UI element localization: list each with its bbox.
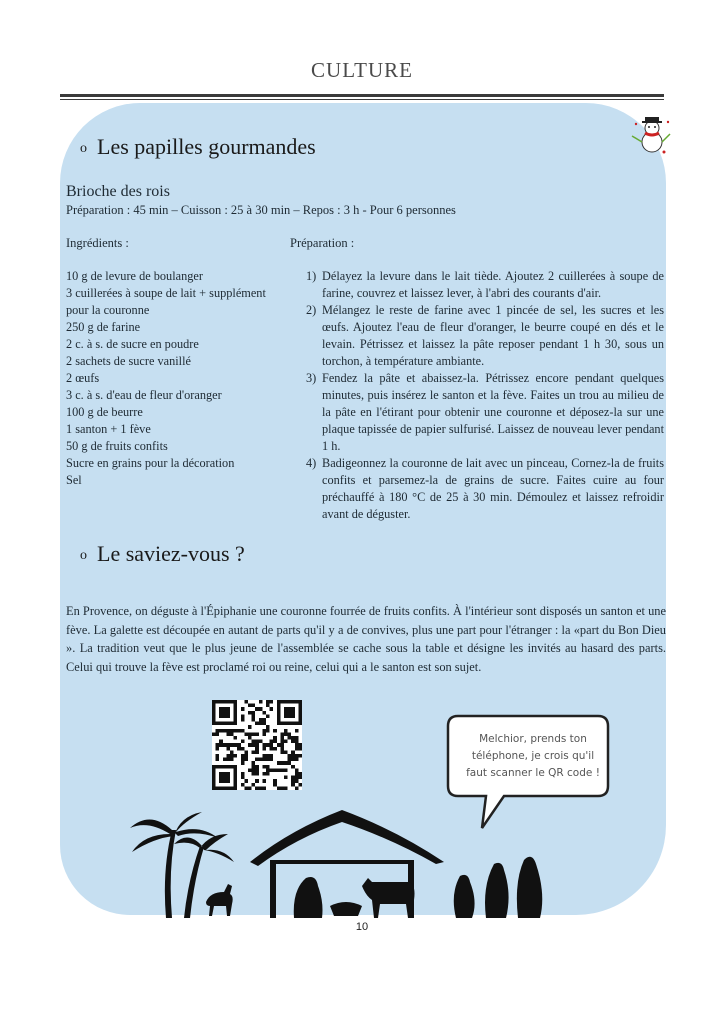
step-text: Délayez la levure dans le lait tiède. Ajoutez 2 cuillerées à soupe de farine, couvrez et laissez lever, à l'abri des courants d'air. [322, 269, 664, 300]
section-title-papilles [80, 134, 316, 160]
saviez-vous-paragraph: En Provence, on déguste à l'Épiphanie une couronne fourrée de fruits confits. À l'intérieur sont disposés un santon et une fève. La galette est découpée en autant de parts qu'il y a de convives, plus une part pour l'étranger : la «part du Bon Dieu ». La tradition veut que le plus jeune de l'assemblée se cache sous la table et désigne les invités au hasard des parts. Celui qui trouve la fève est proclamé roi ou reine, celui qui a le santon est son sujet. [66, 604, 666, 674]
step-text: Mélangez le reste de farine avec 1 pincée de sel, les sucres et les œufs. Ajoutez l'eau de fleur d'oranger, le beurre coupé en dés et le levain. Pétrissez et laissez la pâte reposer pendant 1 h 30, sous un torchon, à température ambiante. [322, 303, 664, 368]
palm-tree [184, 846, 204, 918]
ingredient-item: Sel [66, 473, 82, 487]
speech-bubble-text [458, 731, 608, 782]
ingredient-item: 10 g de levure de boulanger [66, 269, 203, 283]
ingredients-list [66, 268, 286, 489]
stable-beam [270, 860, 414, 864]
preparation-heading: Préparation : [290, 236, 355, 250]
step-number: 1) [306, 269, 317, 283]
preparation-step [306, 455, 664, 523]
step-text: Badigeonnez la couronne de lait avec un pinceau, Cornez-la de fruits confits et parsemez-la de grains de sucre. Faites cuire au four préchauffé à 180 °C de 25 à 30 min. Démoulez et laissez refroidir avant de déguster. [322, 456, 664, 521]
ingredient-item: 1 santon + 1 fève [66, 422, 151, 436]
mary [294, 877, 323, 918]
ox [362, 878, 415, 918]
ingredient-item: 2 sachets de sucre vanillé [66, 354, 191, 368]
section-title-text: Les papilles gourmandes [97, 134, 316, 159]
ingredient-item: 2 œufs [66, 371, 100, 385]
bubble-line: faut scanner le QR code ! [466, 767, 600, 779]
step-text: Fendez la pâte et abaissez-la. Pétrissez encore pendant quelques minutes, puis insérez le santon et la fève. Faites un trou au milieu de la pâte en l'étirant pour obtenir une couronne et déposez-la sur une plaque tapissée de papier sulfurisé. Laissez de nouveau lever pendant 1 h. [322, 371, 664, 453]
header-rule [60, 94, 664, 97]
ingredient-item: 3 c. à s. d'eau de fleur d'oranger [66, 388, 222, 402]
ingredient-item: pour la couronne [66, 303, 150, 317]
palm-tree [165, 830, 176, 918]
ingredient-item: 2 c. à s. de sucre en poudre [66, 337, 199, 351]
ingredient-item: 50 g de fruits confits [66, 439, 168, 453]
snowman-icon [628, 112, 672, 158]
preparation-step [306, 268, 664, 302]
preparation-steps [306, 268, 664, 523]
preparation-step [306, 302, 664, 370]
manger [330, 902, 362, 916]
bubble-line: téléphone, je crois qu'il [471, 750, 595, 762]
page-number: 10 [355, 921, 369, 933]
stable-roof [250, 810, 444, 866]
section-title-saviez-vous [80, 541, 245, 567]
palm-fronds [174, 834, 234, 862]
bubble-line: Melchior, prends ton [479, 733, 587, 745]
recipe-name: Brioche des rois [66, 183, 170, 200]
ingredient-item: 250 g de farine [66, 320, 141, 334]
recipe-meta: Préparation : 45 min – Cuisson : 25 à 30 min – Repos : 3 h - Pour 6 personnes [66, 203, 456, 217]
king [454, 875, 475, 918]
preparation-step [306, 370, 664, 455]
page-header-title: CULTURE [311, 58, 413, 82]
king [517, 857, 542, 918]
step-number: 2) [306, 303, 317, 317]
section-title-text: Le saviez-vous ? [97, 541, 245, 566]
section-bullet: o [80, 140, 87, 156]
ingredient-item: 3 cuillerées à soupe de lait + supplément [66, 286, 266, 300]
header-rule-thin [60, 99, 664, 100]
ingredients-heading: Ingrédients : [66, 236, 129, 250]
nativity-silhouette [110, 790, 590, 920]
step-number: 3) [306, 371, 317, 385]
ingredient-item: Sucre en grains pour la décoration [66, 456, 235, 470]
king [485, 863, 509, 918]
stable-post [270, 862, 276, 918]
step-number: 4) [306, 456, 317, 470]
section-bullet: o [80, 547, 87, 563]
ingredient-item: 100 g de beurre [66, 405, 143, 419]
goat [206, 884, 233, 916]
qr-code[interactable] [212, 700, 302, 790]
